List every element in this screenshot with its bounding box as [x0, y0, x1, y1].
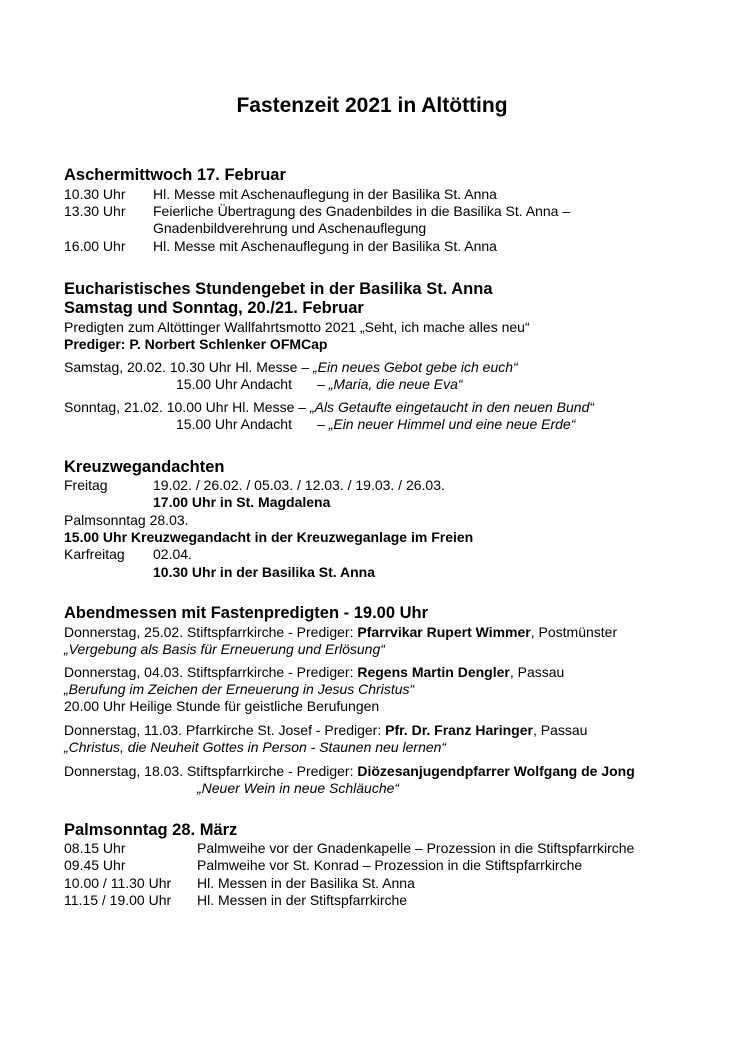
ash-desc-3: Hl. Messe mit Aschenauflegung in der Basilika St. Anna [153, 238, 497, 254]
evening-mass-1-theme: „Vergebung als Basis für Erneuerung und Erlösung“ [64, 641, 385, 657]
holy-hour-line: 20.00 Uhr Heilige Stunde für geistliche Berufungen [64, 698, 380, 714]
palm-desc-4: Hl. Messen in der Stiftspfarrkirche [197, 892, 408, 908]
section-heading-evening-masses: Abendmessen mit Fastenpredigten - 19.00 Uhr [64, 604, 429, 622]
ash-time-2: 13.30 Uhr [64, 203, 126, 219]
ash-time-3: 16.00 Uhr [64, 238, 126, 254]
friday-time: 17.00 Uhr in St. Magdalena [153, 494, 331, 510]
palm-desc-3: Hl. Messen in der Basilika St. Anna [197, 875, 415, 891]
evening-mass-1: Donnerstag, 25.02. Stiftspfarrkirche - Prediger: Pfarrvikar Rupert Wimmer, Postmünster [64, 624, 618, 640]
eucharist-preacher: Prediger: P. Norbert Schlenker OFMCap [64, 336, 328, 352]
ash-desc-2b: Gnadenbildverehrung und Aschenauflegung [153, 220, 427, 236]
section-heading-stations: Kreuzwegandachten [64, 458, 225, 476]
palm-desc-1: Palmweihe vor der Gnadenkapelle – Prozession in die Stiftspfarrkirche [197, 840, 635, 856]
palm-time-1: 08.15 Uhr [64, 840, 126, 856]
good-friday-label: Karfreitag [64, 546, 125, 562]
evening-mass-2-theme: „Berufung im Zeichen der Erneuerung in Jesus Christus“ [64, 681, 415, 697]
ash-time-1: 10.30 Uhr [64, 186, 126, 202]
palm-time-4: 11.15 / 19.00 Uhr [64, 892, 172, 908]
sunday-devotion-theme: – „Ein neuer Himmel und eine neue Erde“ [317, 416, 576, 432]
evening-mass-3: Donnerstag, 11.03. Pfarrkirche St. Josef - Prediger: Pfr. Dr. Franz Haringer, Passau [64, 722, 588, 738]
saturday-devotion-theme: – „Maria, die neue Eva“ [317, 376, 463, 392]
palm-time-2: 09.45 Uhr [64, 857, 126, 873]
section-heading-palm-sunday: Palmsonntag 28. März [64, 821, 238, 839]
good-friday-date: 02.04. [153, 546, 192, 562]
section-heading-ash-wednesday: Aschermittwoch 17. Februar [64, 166, 286, 184]
saturday-devotion-label: 15.00 Uhr Andacht [176, 376, 292, 392]
palm-sunday-stations: 15.00 Uhr Kreuzwegandacht in der Kreuzweganlage im Freien [64, 529, 474, 545]
saturday-mass-line: Samstag, 20.02. 10.30 Uhr Hl. Messe – „Ein neues Gebot gebe ich euch“ [64, 359, 518, 375]
evening-mass-4: Donnerstag, 18.03. Stiftspfarrkirche - Prediger: Diözesanjugendpfarrer Wolfgang de Jong [64, 763, 635, 779]
palm-desc-2: Palmweihe vor St. Konrad – Prozession in die Stiftspfarrkirche [197, 857, 583, 873]
evening-mass-2: Donnerstag, 04.03. Stiftspfarrkirche - Prediger: Regens Martin Dengler, Passau [64, 664, 565, 680]
ash-desc-2a: Feierliche Übertragung des Gnadenbildes in die Basilika St. Anna – [153, 203, 571, 219]
section-subheading-eucharist: Samstag und Sonntag, 20./21. Februar [64, 299, 364, 317]
ash-desc-1: Hl. Messe mit Aschenauflegung in der Basilika St. Anna [153, 186, 497, 202]
eucharist-intro: Predigten zum Altöttinger Wallfahrtsmotto 2021 „Seht, ich mache alles neu“ [64, 319, 530, 335]
sunday-mass-line: Sonntag, 21.02. 10.00 Uhr Hl. Messe – „Als Getaufte eingetaucht in den neuen Bund“ [64, 399, 595, 415]
page-title: Fastenzeit 2021 in Altötting [236, 94, 508, 117]
friday-dates: 19.02. / 26.02. / 05.03. / 12.03. / 19.03. / 26.03. [153, 477, 445, 493]
section-heading-eucharist: Eucharistisches Stundengebet in der Basilika St. Anna [64, 280, 493, 298]
good-friday-time: 10.30 Uhr in der Basilika St. Anna [153, 564, 376, 580]
evening-mass-3-theme: „Christus, die Neuheit Gottes in Person - Staunen neu lernen“ [64, 739, 447, 755]
sunday-devotion-label: 15.00 Uhr Andacht [176, 416, 292, 432]
palm-sunday-date: Palmsonntag 28.03. [64, 512, 189, 528]
friday-label: Freitag [64, 477, 108, 493]
palm-time-3: 10.00 / 11.30 Uhr [64, 875, 172, 891]
evening-mass-4-theme: „Neuer Wein in neue Schläuche“ [197, 780, 400, 796]
